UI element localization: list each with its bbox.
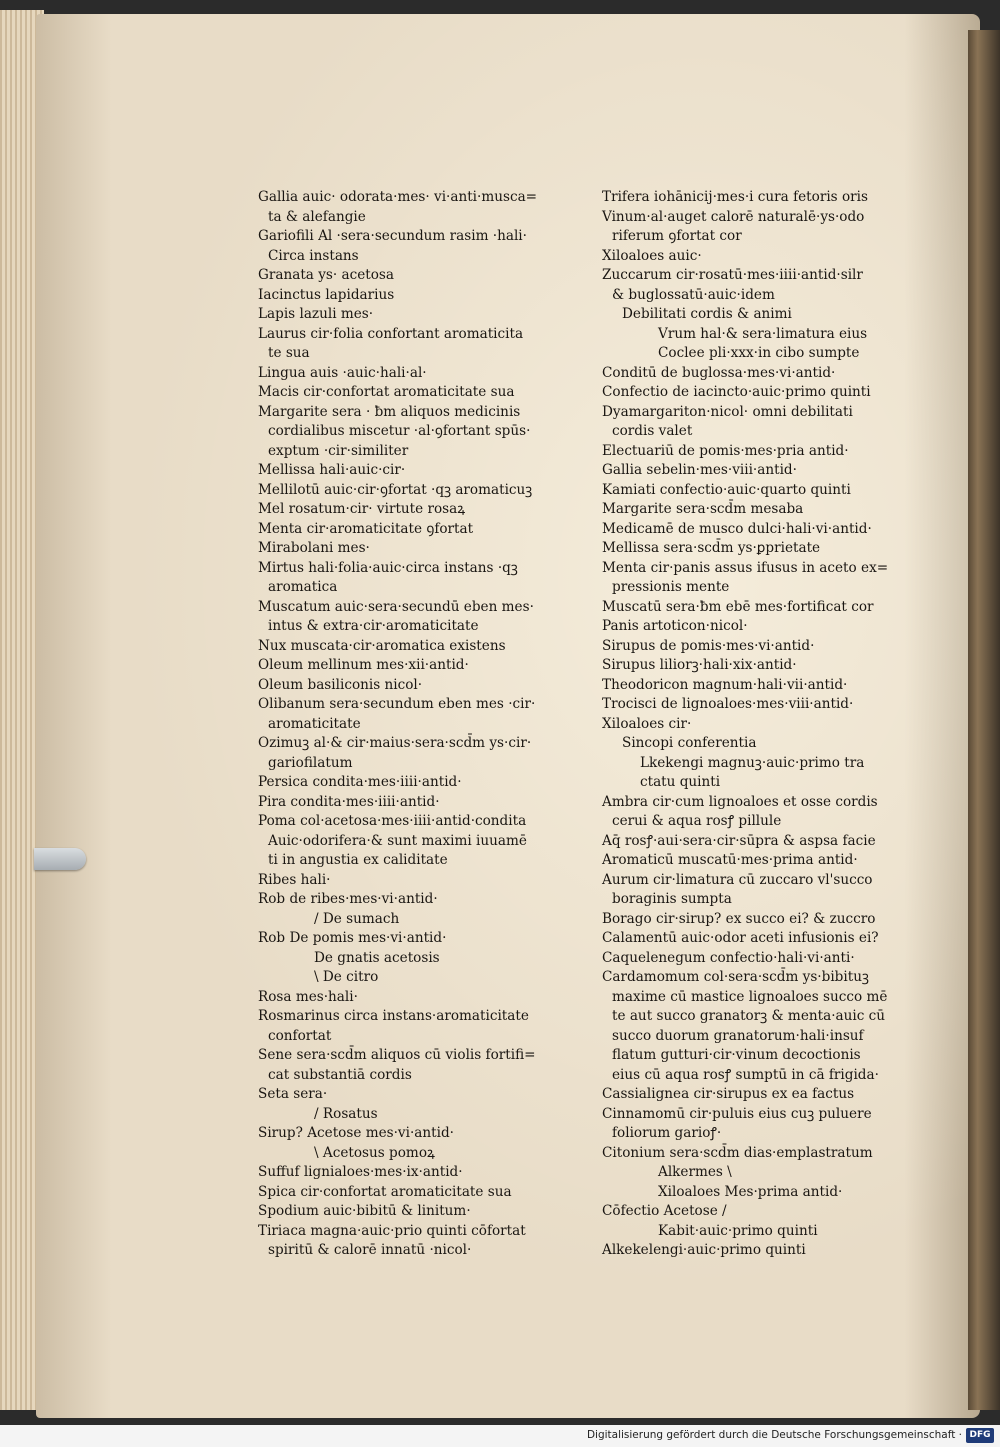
left-column-line: De gnatis acetosis (314, 949, 440, 966)
left-column-line: cordialibus miscetur ·al·ꝯfortant spūs· (268, 423, 531, 439)
left-column-line: Menta cir·aromaticitate ꝯfortat (258, 520, 474, 537)
left-column-line: gariofilatum (268, 754, 353, 771)
right-column-line: & buglossatū·auic·idem (612, 286, 775, 303)
right-column-line: Panis artoticon·nicol· (602, 618, 748, 634)
right-column-line: Menta cir·panis assus ifusus in aceto ex= (602, 559, 889, 576)
right-column-line: Caquelenegum confectio·hali·vi·anti· (602, 949, 855, 966)
left-column-line: Mellissa hali·auic·cir· (258, 462, 406, 478)
left-column-line: Laurus cir·folia confortant aromaticita (258, 325, 524, 342)
left-column-line: Oleum basiliconis nicol· (258, 676, 423, 693)
right-column-line: Medicamē de musco dulci·hali·vi·antid· (602, 520, 872, 537)
right-column-line: Calamentū auic·odor aceti infusionis ei? (602, 930, 879, 946)
left-column-line: Gariofili Al ·sera·secundum rasim ·hali· (258, 228, 527, 244)
right-column-line: Gallia sebelin·mes·viii·antid· (602, 462, 797, 478)
right-column-line: ctatu quinti (640, 774, 721, 790)
left-column-line: Margarite sera · ƀm aliquos medicinis (258, 403, 521, 420)
left-column-line: / Rosatus (314, 1105, 378, 1122)
left-column-line: Mirtus hali·folia·auic·circa instans ·qꝫ (258, 559, 518, 576)
left-column-line: Iacinctus lapidarius (258, 286, 395, 303)
left-column-line: Persica condita·mes·iiii·antid· (258, 774, 462, 790)
left-column-line: Pira condita·mes·iiii·antid· (258, 793, 440, 810)
left-column-line: spiritū & calorē innatū ·nicol· (268, 1242, 472, 1258)
right-column-line: Sirupus de pomis·mes·vi·antid· (602, 637, 815, 654)
right-column-line: Kamiati confectio·auic·quarto quinti (602, 481, 851, 498)
right-column-line: Cardamomum col·sera·scd̄m ys·bibituꝫ (602, 969, 869, 985)
right-column-line: eius cū aqua rosꝭ sumptū in cā frigida· (612, 1066, 879, 1083)
right-column-line: Xiloaloes cir· (602, 715, 692, 732)
left-column-line: Granata ys· acetosa (258, 267, 394, 283)
left-column-line: Ozimuꝫ al·& cir·maius·sera·scd̄m ys·cir· (258, 735, 532, 751)
right-column-line: Sirupus liliorꝫ·hali·xix·antid· (602, 657, 797, 673)
right-column-line: Xiloaloes auic· (602, 247, 702, 264)
right-column-line: Kabit·auic·primo quinti (658, 1222, 818, 1239)
right-column-line: te aut succo granatorꝫ & menta·auic cū (612, 1008, 886, 1024)
right-text-column (602, 188, 902, 1261)
left-column-line: Circa instans (268, 247, 359, 264)
right-column-line: Trocisci de lignoaloes·mes·viii·antid· (602, 696, 854, 712)
left-column-line: Seta sera· (258, 1086, 328, 1102)
right-column-line: Xiloaloes Mes·prima antid· (658, 1183, 843, 1200)
right-column-line: Cassialignea cir·sirupus ex ea factus (602, 1086, 855, 1102)
right-column-line: Alkermes \ (658, 1164, 732, 1180)
right-column-line: Debilitati cordis & animi (622, 306, 792, 322)
left-column-line: Lapis lazuli mes· (258, 306, 374, 322)
left-column-line: Rosa mes·hali· (258, 988, 358, 1005)
right-column-line: Citonium sera·scd̄m dias·emplastratum (602, 1144, 873, 1161)
left-text-column (258, 188, 558, 1261)
left-column-line: Macis cir·confortat aromaticitate sua (258, 384, 515, 400)
right-column-line: Vrum hal·& sera·limatura eius (658, 325, 868, 342)
left-column-line: Poma col·acetosa·mes·iiii·antid·condita (258, 813, 527, 829)
left-column-line: aromatica (268, 579, 338, 595)
right-column-line: Trifera iohānicij·mes·i cura fetoris oris (602, 189, 868, 205)
left-column-line: Gallia auic· odorata·mes· vi·anti·musca= (258, 189, 538, 205)
right-column-line: Confectio de iacincto·auic·primo quinti (602, 384, 871, 400)
right-column-line: maxime cū mastice lignoaloes succo mē (612, 988, 888, 1005)
left-column-line: Mirabolani mes· (258, 540, 370, 556)
left-column-line: Sene sera·scd̄m aliquos cū violis fortifi= (258, 1047, 536, 1063)
right-column-line: pressionis mente (612, 579, 730, 595)
right-column-line: succo duorum granatorum·hali·insuf (612, 1027, 864, 1044)
right-column-line: Cinnamomū cir·puluis eius cuꝫ puluere (602, 1105, 872, 1122)
right-column-line: Margarite sera·scd̄m mesaba (602, 501, 804, 517)
right-column-line: Dyamargariton·nicol· omni debilitati (602, 403, 853, 420)
left-column-line: intus & extra·cir·aromaticitate (268, 618, 479, 634)
right-column-line: flatum gutturi·cir·vinum decoctionis (612, 1047, 861, 1063)
right-column-line: boraginis sumpta (612, 891, 732, 907)
right-column-line: riferum ꝯfortat cor (612, 228, 742, 244)
left-column-line: te sua (268, 345, 310, 361)
left-column-line: Suffuf lignialoes·mes·ix·antid· (258, 1164, 463, 1180)
left-column-line: Lingua auis ·auic·hali·al· (258, 364, 427, 381)
right-column-line: Vinum·al·auget calorē naturalē·ys·odo (602, 208, 865, 225)
left-column-line: cat substantiā cordis (268, 1066, 412, 1083)
left-column-line: Sirup? Acetose mes·vi·antid· (258, 1125, 454, 1141)
right-column-line: Ambra cir·cum lignoaloes et osse cordis (602, 793, 878, 810)
right-column-line: Sincopi conferentia (622, 735, 757, 751)
right-column-line: Aq̄ rosꝭ·aui·sera·cir·sūpra & aspsa facie (602, 832, 876, 849)
right-column-line: Mellissa sera·scd̄m ys·ꝑprietate (602, 540, 821, 556)
funding-credit: Digitalisierung gefördert durch die Deutsche Forschungsgemeinschaft · (586, 1429, 962, 1441)
left-column-line: Spodium auic·bibitū & linitum· (258, 1203, 471, 1219)
right-column-line: cerui & aqua rosꝭ pillule (612, 813, 782, 829)
right-column-line: cordis valet (612, 423, 693, 439)
left-column-line: \ Acetosus pomoꝝ (314, 1144, 435, 1161)
right-column-line: Aurum cir·limatura cū zuccaro vl'succo (602, 871, 873, 888)
right-column-line: foliorum garioꝭ· (612, 1125, 722, 1141)
left-column-line: confortat (268, 1027, 332, 1044)
left-column-line: Olibanum sera·secundum eben mes ·cir· (258, 696, 536, 712)
right-column-line: Borago cir·sirup? ex succo ei? & zuccro (602, 910, 876, 927)
left-column-line: Auic·odorifera·& sunt maximi iuuamē (268, 832, 527, 849)
right-column-line: Conditū de buglossa·mes·vi·antid· (602, 364, 836, 381)
right-column-line: Alkekelengi·auic·primo quinti (602, 1242, 806, 1258)
right-column-line: Zuccarum cir·rosatū·mes·iiii·antid·silr (602, 267, 863, 283)
right-column-line: Coclee pli·xxx·in cibo sumpte (658, 345, 860, 361)
left-column-line: Oleum mellinum mes·xii·antid· (258, 657, 469, 673)
left-column-line: \ De citro (314, 969, 379, 985)
right-column-line: Cōfectio Acetose / (602, 1203, 727, 1219)
right-column-line: Lkekengi magnuꝫ·auic·primo tra (640, 754, 865, 771)
left-column-line: ta & alefangie (268, 208, 366, 225)
right-column-line: Muscatū sera·ƀm ebē mes·fortificat cor (602, 598, 874, 615)
left-column-line: / De sumach (314, 910, 400, 927)
footer-bar (0, 1425, 1000, 1447)
clip-marker (34, 848, 86, 870)
left-column-line: Muscatum auic·sera·secundū eben mes· (258, 598, 534, 615)
left-column-line: Spica cir·confortat aromaticitate sua (258, 1183, 512, 1200)
right-column-line: Aromaticū muscatū·mes·prima antid· (602, 852, 858, 868)
left-column-line: exptum ·cir·similiter (268, 442, 409, 459)
dfg-logo: DFG (966, 1428, 994, 1443)
left-column-line: Tiriaca magna·auic·prio quinti cōfortat (258, 1222, 526, 1239)
left-column-line: ti in angustia ex caliditate (268, 852, 448, 868)
book-edge-right (968, 30, 1000, 1410)
left-column-line: Mellilotū auic·cir·ꝯfortat ·qꝫ aromaticuꝫ (258, 481, 533, 498)
left-column-line: Mel rosatum·cir· virtute rosaꝝ (258, 501, 466, 517)
right-column-line: Electuariū de pomis·mes·pria antid· (602, 442, 849, 459)
left-column-line: Rob de ribes·mes·vi·antid· (258, 891, 438, 907)
left-column-line: aromaticitate (268, 715, 361, 732)
left-column-line: Ribes hali· (258, 871, 331, 888)
left-column-line: Nux muscata·cir·aromatica existens (258, 637, 506, 654)
left-column-line: Rosmarinus circa instans·aromaticitate (258, 1008, 529, 1024)
right-column-line: Theodoricon magnum·hali·vii·antid· (602, 676, 848, 693)
left-column-line: Rob De pomis mes·vi·antid· (258, 930, 447, 946)
